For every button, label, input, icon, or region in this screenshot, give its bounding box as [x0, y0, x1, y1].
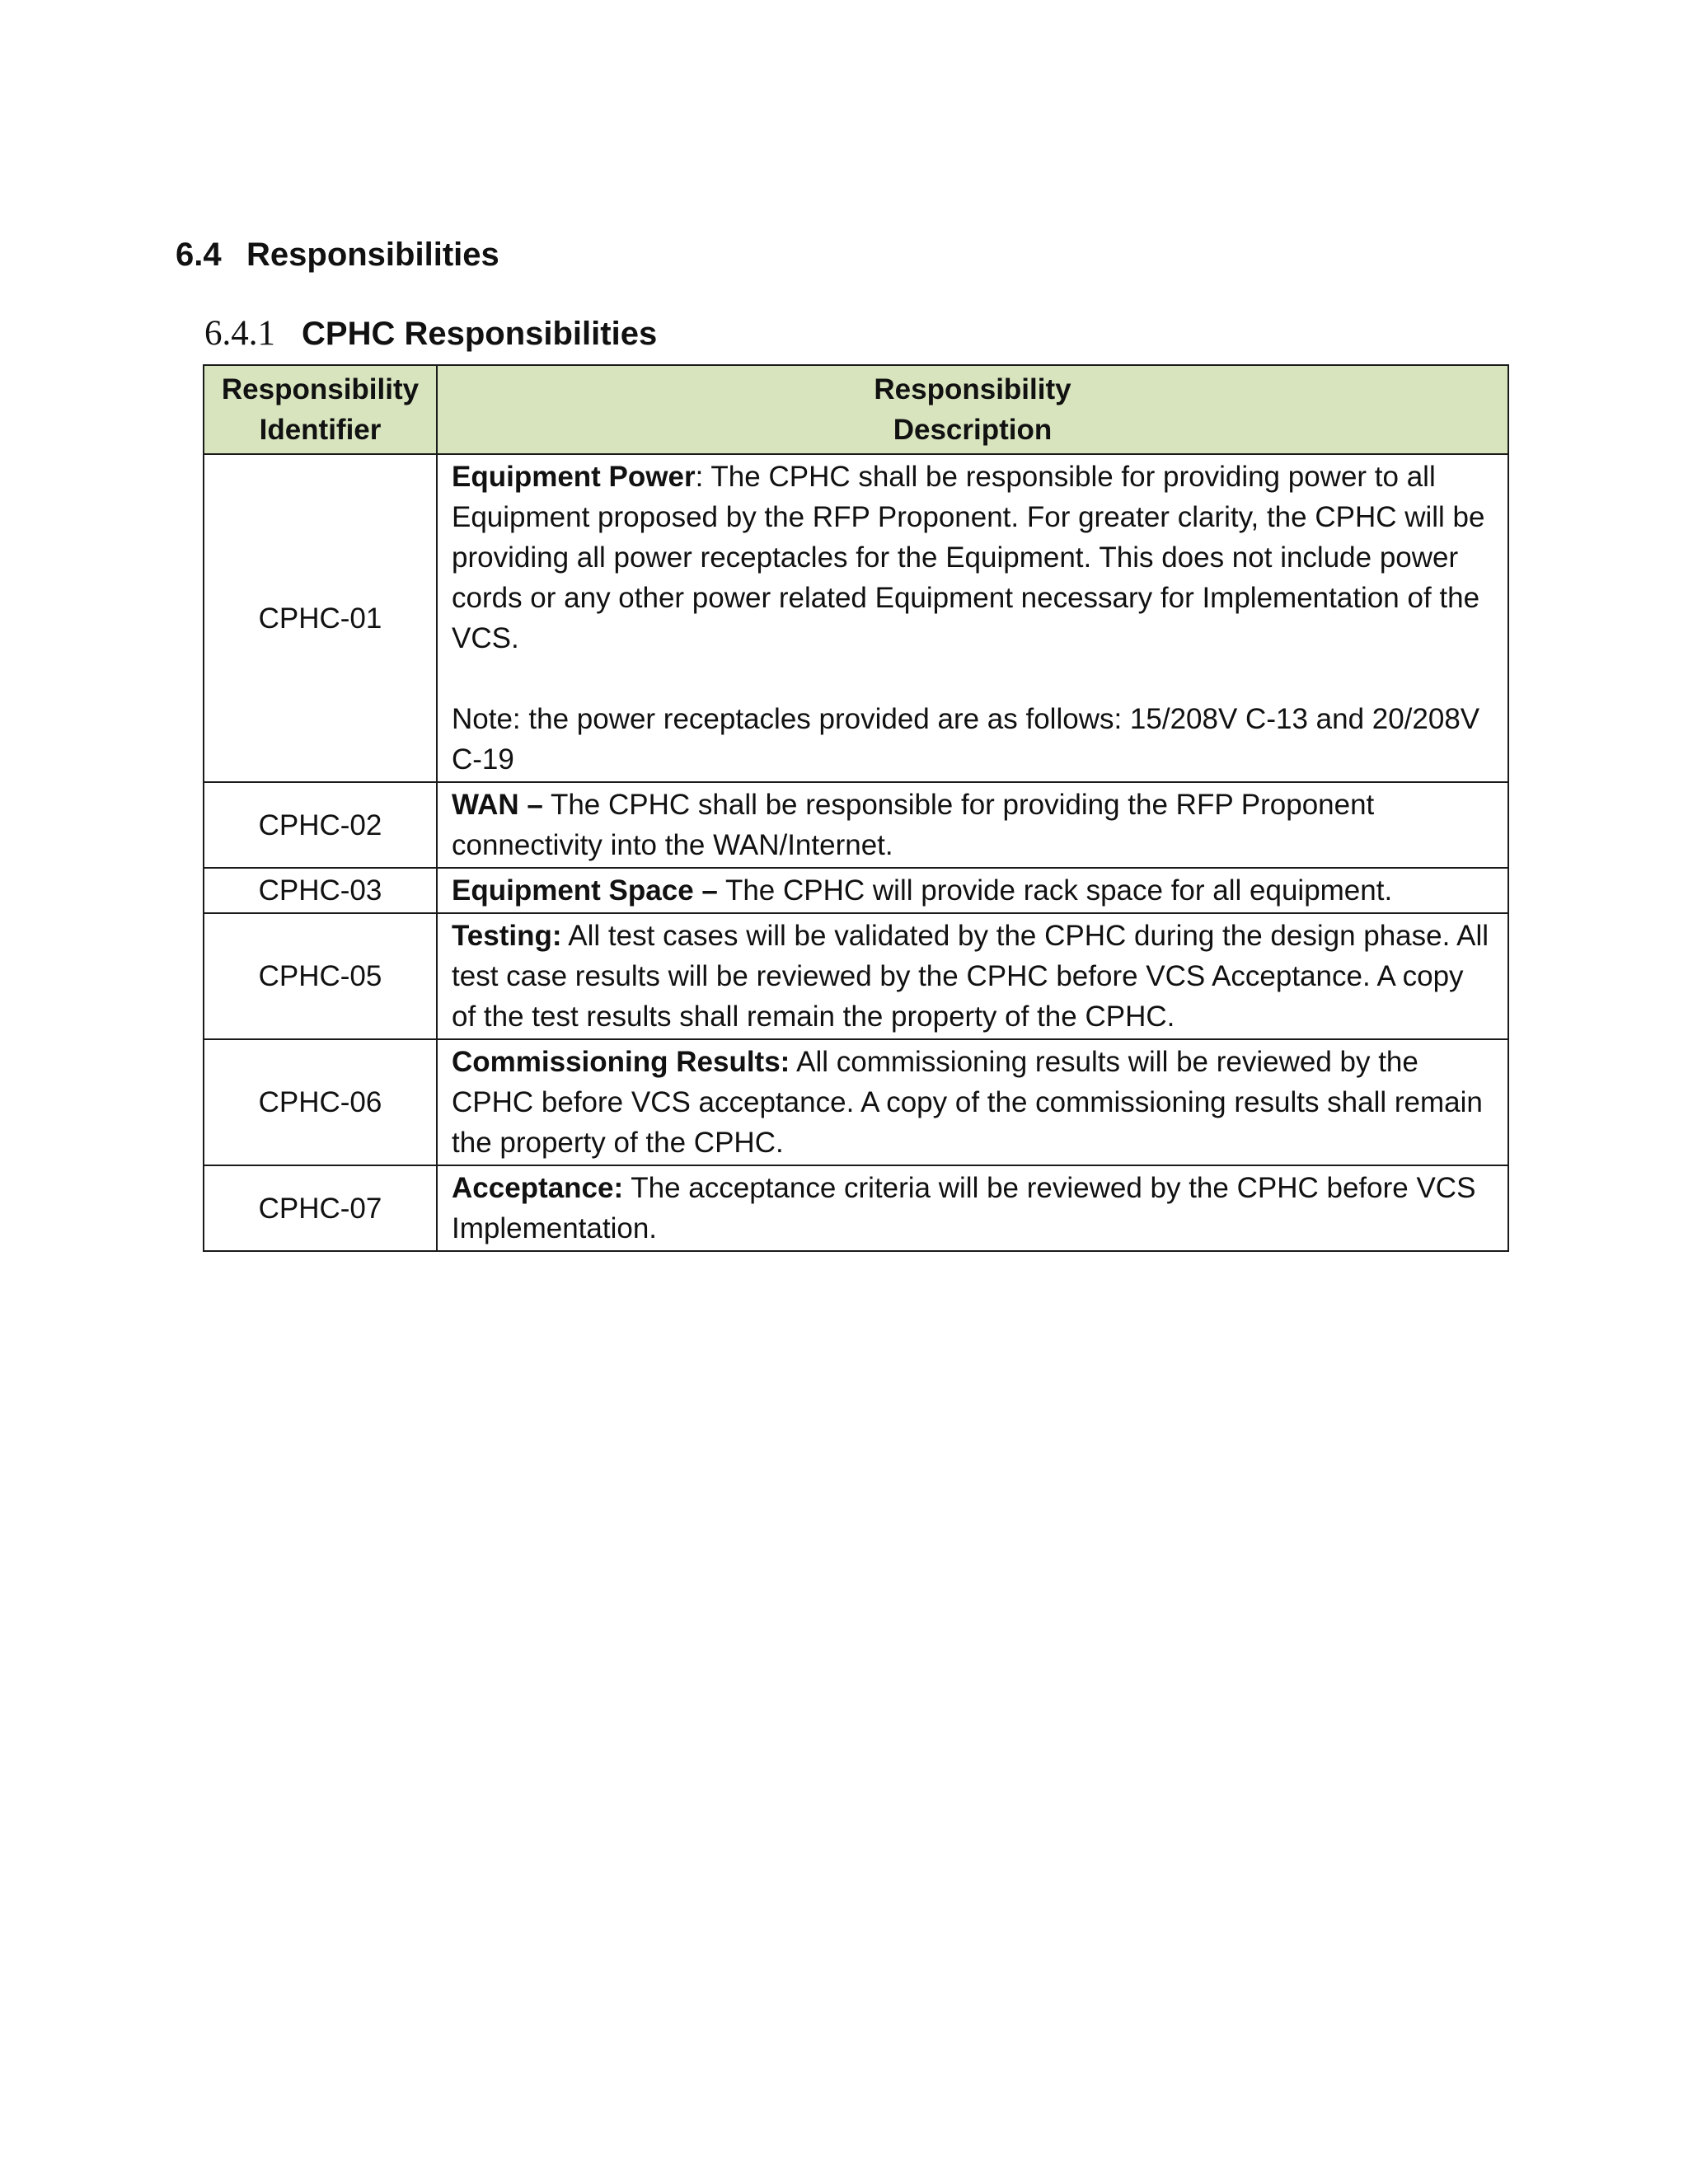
table-row — [204, 1165, 1508, 1251]
row-identifier: CPHC-05 — [204, 913, 437, 1039]
row-label: Acceptance: — [452, 1172, 624, 1204]
row-label: Commissioning Results: — [452, 1046, 790, 1078]
row-identifier: CPHC-01 — [204, 454, 437, 782]
responsibilities-table — [203, 364, 1509, 1252]
header-description-line2: Description — [893, 414, 1053, 446]
table-row — [204, 913, 1508, 1039]
row-note: Note: the power receptacles provided are as follows: 15/208V C-13 and 20/208V C-19 — [452, 703, 1480, 776]
header-identifier-line1: Responsibility — [221, 373, 420, 405]
table-header-row — [204, 365, 1508, 454]
row-description — [437, 454, 1508, 782]
header-identifier — [204, 365, 437, 454]
row-label: Equipment Space – — [452, 874, 718, 907]
row-text: All test cases will be validated by the CPHC during the design phase. All test case results will be reviewed by the CPHC before VCS Acceptance. A copy of the test results shall remain the property of the CPHC. — [452, 920, 1489, 1033]
subsection-title: CPHC Responsibilities — [302, 316, 658, 352]
row-label: WAN – — [452, 789, 543, 821]
row-description — [437, 868, 1508, 913]
row-text: : The CPHC shall be responsible for providing power to all Equipment proposed by the RFP Proponent. For greater clarity, the CPHC will be providing all power receptacles for the Equipment. This does not include power cords or any other power related Equipment necessary for Implementation of the VCS. — [452, 461, 1485, 654]
row-text: The CPHC will provide rack space for all equipment. — [717, 874, 1393, 907]
row-description — [437, 1039, 1508, 1165]
row-description — [437, 913, 1508, 1039]
row-text: The CPHC shall be responsible for providing the RFP Proponent connectivity into the WAN/Internet. — [452, 789, 1375, 861]
row-identifier: CPHC-03 — [204, 868, 437, 913]
subsection-number: 6.4.1 — [204, 314, 275, 353]
row-text: All commissioning results will be reviewed by the CPHC before VCS acceptance. A copy of the commissioning results shall remain the property of the CPHC. — [452, 1046, 1483, 1159]
row-identifier: CPHC-06 — [204, 1039, 437, 1165]
row-text: The acceptance criteria will be reviewed by the CPHC before VCS Implementation. — [452, 1172, 1476, 1244]
header-description-line1: Responsibility — [874, 373, 1071, 405]
table-row — [204, 782, 1508, 868]
section-heading — [176, 230, 499, 279]
row-label: Equipment Power — [452, 461, 696, 493]
section-title: Responsibilities — [246, 237, 499, 273]
row-description — [437, 1165, 1508, 1251]
row-description — [437, 782, 1508, 868]
table-row — [204, 1039, 1508, 1165]
section-number: 6.4 — [176, 237, 222, 273]
row-identifier: CPHC-02 — [204, 782, 437, 868]
row-label: Testing: — [452, 920, 562, 952]
header-description — [437, 365, 1508, 454]
subsection-heading — [204, 309, 657, 366]
row-identifier: CPHC-07 — [204, 1165, 437, 1251]
table-row — [204, 868, 1508, 913]
table-row — [204, 454, 1508, 782]
header-identifier-line2: Identifier — [259, 414, 382, 446]
